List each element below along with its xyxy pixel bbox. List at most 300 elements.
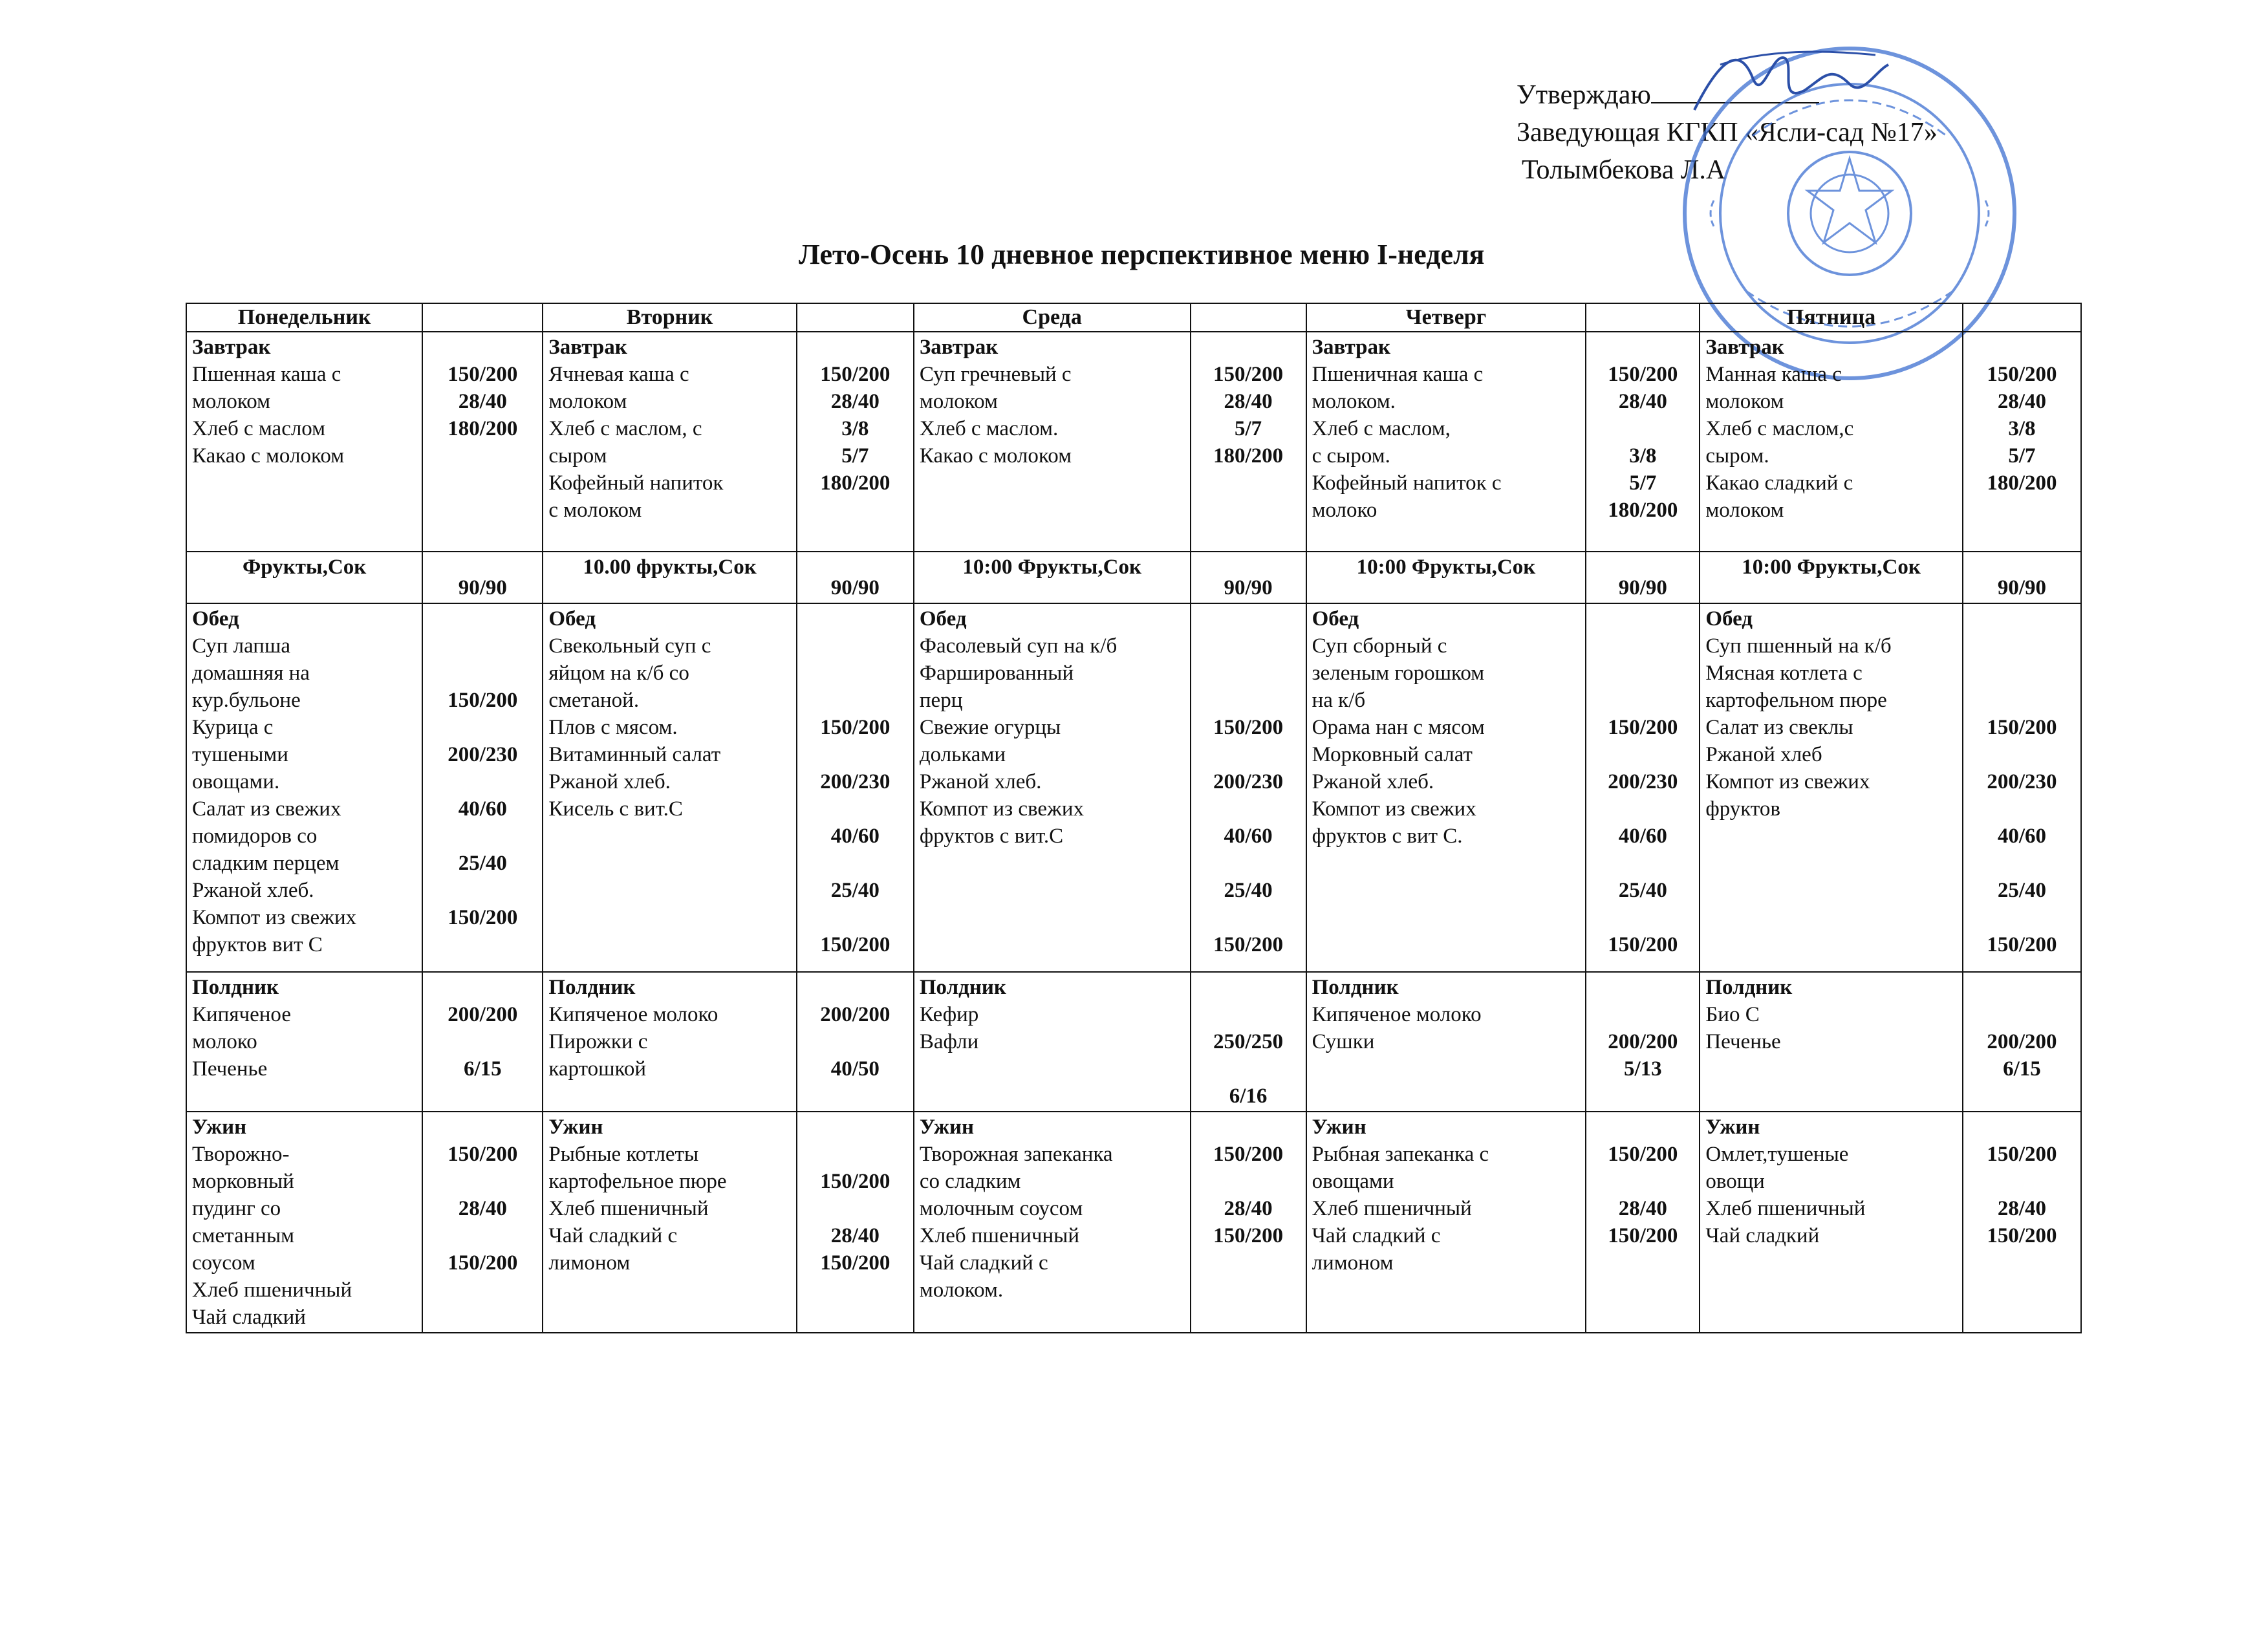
dish-item: картофельном пюре	[1705, 689, 1887, 712]
snack-label: 10:00 Фрукты,Сок	[1700, 552, 1962, 603]
portion-cell	[1191, 332, 1306, 552]
portion-value: 25/40	[458, 852, 507, 875]
dish-item: молоком	[1705, 499, 1784, 522]
portion-value: 200/230	[1608, 770, 1678, 793]
dish-item: Хлеб пшеничный	[1312, 1197, 1472, 1220]
portion-value: 28/40	[1997, 1197, 2046, 1220]
meal-label: Полдник	[919, 976, 1006, 999]
portion-value: 6/15	[463, 1057, 502, 1081]
portion-value: 180/200	[448, 417, 518, 440]
portion-value: 40/60	[1618, 824, 1667, 848]
dish-cell	[1306, 332, 1586, 552]
dish-item: Ячневая каша с	[548, 363, 689, 386]
portion-value: 28/40	[1224, 390, 1273, 413]
dish-item: Хлеб с маслом, с	[548, 417, 702, 440]
portion-value	[1969, 687, 2075, 714]
snack-label: 10:00 Фрукты,Сок	[1306, 552, 1586, 603]
dish-item: Свежие огурцы	[919, 716, 1061, 739]
meal-label: Ужин	[192, 1116, 247, 1139]
portion-value: 150/200	[1987, 716, 2057, 739]
portion-value: 200/230	[448, 743, 518, 766]
dish-item: Хлеб с маслом,с	[1705, 417, 1854, 440]
dish-item: Ржаной хлеб	[1705, 743, 1822, 766]
portion-value: 3/8	[841, 417, 869, 440]
portion-value	[1592, 632, 1694, 660]
dish-item: Омлет,тушеные	[1705, 1143, 1849, 1166]
portion-spacer	[803, 974, 908, 1001]
portion-cell	[1191, 972, 1306, 1112]
portion-value	[1592, 741, 1694, 768]
portion-cell	[1963, 603, 2081, 972]
portion-value	[1592, 795, 1694, 823]
dish-item: Кипяченое молоко	[1312, 1003, 1482, 1026]
portion-value: 28/40	[458, 390, 507, 413]
portion-value	[1592, 904, 1694, 931]
portion-value	[1592, 1001, 1694, 1028]
meal-label: Обед	[548, 607, 596, 630]
meal-label: Ужин	[919, 1116, 974, 1139]
portion-value: 150/200	[820, 933, 891, 956]
dish-item: Какао с молоком	[919, 444, 1072, 468]
portion-spacer	[803, 334, 908, 361]
portion-value	[1969, 632, 2075, 660]
dish-item: Хлеб пшеничный	[548, 1197, 709, 1220]
dish-item: Печенье	[1705, 1030, 1781, 1053]
dish-item: Творожно-	[192, 1143, 290, 1166]
portion-value	[1196, 660, 1301, 687]
dish-item: фруктов вит С	[192, 933, 323, 956]
dish-item: Манная каша с	[1705, 363, 1842, 386]
dish-cell	[1306, 972, 1586, 1112]
approval-line-1: Утверждаю	[1517, 76, 1938, 114]
portion-value: 180/200	[1213, 444, 1284, 468]
dish-cell	[186, 972, 422, 1112]
portion-value: 150/200	[1608, 716, 1678, 739]
dish-item: Рыбные котлеты	[548, 1143, 699, 1166]
portion-value: 150/200	[1213, 363, 1284, 386]
portion-cell	[1963, 1112, 2081, 1333]
day-header: Пятница	[1700, 303, 1962, 332]
portion-value: 180/200	[1987, 471, 2057, 495]
portion-cell	[1586, 332, 1700, 552]
dish-item: Компот из свежих	[919, 797, 1084, 821]
portion-spacer	[803, 605, 908, 632]
portion-value	[428, 1168, 537, 1195]
dish-item: овощи	[1705, 1170, 1765, 1193]
portion-value	[1592, 850, 1694, 877]
dish-item: Хлеб пшеничный	[1705, 1197, 1866, 1220]
dish-item: Ржаной хлеб.	[1312, 770, 1434, 793]
meal-label: Обед	[1705, 607, 1753, 630]
portion-cell	[422, 603, 543, 972]
portion-value: 25/40	[1618, 879, 1667, 902]
portion-value: 3/8	[2008, 417, 2036, 440]
portion-value	[803, 660, 908, 687]
dish-item: перц	[919, 689, 963, 712]
dish-item: Кефир	[919, 1003, 979, 1026]
dish-item: молоком.	[919, 1278, 1004, 1302]
portion-value: 28/40	[458, 1197, 507, 1220]
portion-value	[803, 687, 908, 714]
portion-value: 25/40	[830, 879, 880, 902]
portion-spacer	[1196, 605, 1301, 632]
portion-value: 150/200	[820, 716, 891, 739]
dish-cell	[1306, 603, 1586, 972]
days-header-row	[186, 303, 2081, 332]
dish-item: фруктов с вит.С	[919, 824, 1064, 848]
dish-cell	[543, 1112, 796, 1333]
portion-value: 150/200	[820, 1170, 891, 1193]
portion-value: 5/7	[1234, 417, 1262, 440]
portion-value: 150/200	[448, 1143, 518, 1166]
portion-value: 40/60	[458, 797, 507, 821]
portion-value: 200/200	[448, 1003, 518, 1026]
dish-cell	[543, 332, 796, 552]
dish-item: молоко	[1312, 499, 1377, 522]
portion-value: 5/13	[1623, 1057, 1662, 1081]
portion-value	[428, 714, 537, 741]
portion-spacer	[1196, 334, 1301, 361]
portion-value	[1592, 415, 1694, 442]
portion-value	[1196, 850, 1301, 877]
portion-spacer	[428, 1114, 537, 1141]
snack-portion: 90/90	[422, 552, 543, 603]
dish-item: молоком	[919, 390, 998, 413]
meal-label: Обед	[919, 607, 967, 630]
portion-value: 150/200	[1608, 933, 1678, 956]
portion-spacer	[1969, 605, 2075, 632]
portion-value: 150/200	[820, 1251, 891, 1275]
portion-value	[428, 877, 537, 904]
page-title: Лето-Осень 10 дневное перспективное меню I-неделя	[799, 239, 1485, 270]
signature-scribble	[1681, 39, 1895, 123]
dish-item: лимоном	[1312, 1251, 1394, 1275]
dish-item: картофельное пюре	[548, 1170, 727, 1193]
dish-item: Какао с молоком	[192, 444, 345, 468]
portion-value: 200/200	[1608, 1030, 1678, 1053]
meal-label: Ужин	[1705, 1116, 1760, 1139]
dish-item: с молоком	[548, 499, 642, 522]
meal-label: Завтрак	[548, 336, 627, 359]
meal-label: Ужин	[1312, 1116, 1366, 1139]
portion-value	[428, 660, 537, 687]
dish-item: соусом	[192, 1251, 255, 1275]
dish-item: Пшеничная каша с	[1312, 363, 1484, 386]
portion-value	[803, 1141, 908, 1168]
dish-item: на к/б	[1312, 689, 1366, 712]
dish-item: Кофейный напиток	[548, 471, 724, 495]
portion-value: 150/200	[1987, 1224, 2057, 1247]
meal-label: Полдник	[192, 976, 279, 999]
dish-item: Курица с	[192, 716, 274, 739]
portion-value: 150/200	[1987, 363, 2057, 386]
dish-item: домашняя на	[192, 662, 310, 685]
dish-item: Хлеб пшеничный	[919, 1224, 1080, 1247]
dish-item: Пшенная каша с	[192, 363, 341, 386]
portion-value	[428, 1222, 537, 1249]
meal-label: Ужин	[548, 1116, 603, 1139]
dish-item: тушеными	[192, 743, 288, 766]
portion-value	[1969, 795, 2075, 823]
dish-item: Чай сладкий	[1705, 1224, 1820, 1247]
dinner-row	[186, 1112, 2081, 1333]
dish-item: Хлеб с маслом,	[1312, 417, 1451, 440]
portion-value: 40/60	[1997, 824, 2046, 848]
portion-value: 150/200	[1213, 1224, 1284, 1247]
dish-item: Суп пшенный на к/б	[1705, 634, 1892, 658]
portion-value	[428, 823, 537, 850]
afternoon-snack-row	[186, 972, 2081, 1112]
dish-item: сыром.	[1705, 444, 1769, 468]
portion-value: 200/230	[1213, 770, 1284, 793]
day-header: Понедельник	[186, 303, 422, 332]
lunch-row	[186, 603, 2081, 972]
meal-label: Завтрак	[1705, 336, 1784, 359]
portion-value: 6/15	[2003, 1057, 2041, 1081]
portion-cell	[797, 332, 914, 552]
approval-line-2: Заведующая КГКП «Ясли-сад №17»	[1517, 118, 1938, 147]
portion-value	[1592, 660, 1694, 687]
portion-cell	[1586, 603, 1700, 972]
snack-portion: 90/90	[1963, 552, 2081, 603]
portion-value	[1196, 904, 1301, 931]
dish-item: молоком.	[1312, 390, 1396, 413]
day-header: Вторник	[543, 303, 796, 332]
portion-value: 28/40	[830, 390, 880, 413]
meal-label: Завтрак	[1312, 336, 1391, 359]
portion-value: 150/200	[1213, 716, 1284, 739]
portion-cell	[1191, 1112, 1306, 1333]
portion-value	[428, 768, 537, 795]
portion-cell	[1586, 972, 1700, 1112]
portion-cell	[1191, 603, 1306, 972]
dish-item: морковный	[192, 1170, 294, 1193]
dish-item: Мясная котлета с	[1705, 662, 1863, 685]
portion-value	[803, 741, 908, 768]
dish-item: Суп сборный с	[1312, 634, 1447, 658]
portion-value	[1592, 1168, 1694, 1195]
portion-value: 150/200	[1608, 363, 1678, 386]
dish-item: Пирожки с	[548, 1030, 648, 1053]
dish-item: Сушки	[1312, 1030, 1375, 1053]
dish-item: кур.бульоне	[192, 689, 301, 712]
dish-item: Печенье	[192, 1057, 268, 1081]
snack-portion: 90/90	[1191, 552, 1306, 603]
portion-cell	[1963, 332, 2081, 552]
snack-portion: 90/90	[797, 552, 914, 603]
dish-item: Чай сладкий	[192, 1306, 306, 1329]
meal-label: Полдник	[1705, 976, 1793, 999]
dish-item: Ржаной хлеб.	[919, 770, 1042, 793]
dish-item: Суп лапша	[192, 634, 290, 658]
portion-value: 200/200	[1987, 1030, 2057, 1053]
dish-cell	[1306, 1112, 1586, 1333]
dish-cell	[914, 1112, 1191, 1333]
portion-value: 150/200	[448, 1251, 518, 1275]
approval-line-3: Толымбекова Л.А	[1522, 155, 1726, 185]
portion-value: 5/7	[841, 444, 869, 468]
meal-label: Завтрак	[919, 336, 999, 359]
portion-value	[803, 1195, 908, 1222]
portion-cell	[1963, 972, 2081, 1112]
dish-item: Свекольный суп с	[548, 634, 711, 658]
portion-value: 150/200	[1987, 1143, 2057, 1166]
meal-label: Обед	[192, 607, 239, 630]
dish-item: Кипяченое молоко	[548, 1003, 718, 1026]
portion-spacer	[1196, 1114, 1301, 1141]
dish-item: сметаной.	[548, 689, 640, 712]
portion-value	[1196, 1055, 1301, 1083]
dish-item: Орама нан с мясом	[1312, 716, 1485, 739]
portion-value	[1196, 687, 1301, 714]
dish-cell	[186, 1112, 422, 1333]
dish-item: Компот из свежих	[1312, 797, 1476, 821]
portion-value: 150/200	[448, 363, 518, 386]
meal-label: Полдник	[1312, 976, 1399, 999]
portion-value	[1196, 741, 1301, 768]
meal-label: Полдник	[548, 976, 636, 999]
breakfast-row	[186, 332, 2081, 552]
portion-spacer	[428, 605, 537, 632]
portion-value: 200/230	[1987, 770, 2057, 793]
portion-value: 150/200	[820, 363, 891, 386]
portion-value: 3/8	[1629, 444, 1657, 468]
dish-item: Плов с мясом.	[548, 716, 678, 739]
meal-label: Обед	[1312, 607, 1359, 630]
day-header: Четверг	[1306, 303, 1586, 332]
dish-item: Салат из свежих	[192, 797, 341, 821]
portion-spacer	[1592, 605, 1694, 632]
dish-item: сладким перцем	[192, 852, 340, 875]
dish-item: Творожная запеканка	[919, 1143, 1113, 1166]
dish-item: молоком	[192, 390, 271, 413]
portion-spacer	[428, 334, 537, 361]
dish-item: молоком	[548, 390, 627, 413]
portion-cell	[422, 972, 543, 1112]
dish-item: фруктов	[1705, 797, 1780, 821]
portion-value	[1592, 687, 1694, 714]
dish-item: Хлеб с маслом.	[919, 417, 1059, 440]
dish-item: зеленым горошком	[1312, 662, 1485, 685]
dish-item: картошкой	[548, 1057, 647, 1081]
dish-item: Хлеб с маслом	[192, 417, 326, 440]
portion-spacer	[1592, 334, 1694, 361]
dish-cell	[914, 332, 1191, 552]
portion-value: 150/200	[1608, 1143, 1678, 1166]
dish-item: Вафли	[919, 1030, 979, 1053]
portion-value	[803, 795, 908, 823]
portion-value	[1196, 795, 1301, 823]
portion-value	[1196, 632, 1301, 660]
dish-item: лимоном	[548, 1251, 631, 1275]
portion-value	[1969, 904, 2075, 931]
dish-item: молоко	[192, 1030, 257, 1053]
dish-item: помидоров со	[192, 824, 318, 848]
portion-spacer	[1592, 1114, 1694, 1141]
portion-value: 28/40	[830, 1224, 880, 1247]
portion-value	[1196, 1001, 1301, 1028]
dish-cell	[914, 972, 1191, 1112]
dish-item: Салат из свеклы	[1705, 716, 1853, 739]
portion-value: 150/200	[1608, 1224, 1678, 1247]
dish-cell	[1700, 332, 1962, 552]
portion-value: 28/40	[1997, 390, 2046, 413]
dish-item: овощами.	[192, 770, 280, 793]
dish-cell	[543, 603, 796, 972]
dish-item: Кофейный напиток с	[1312, 471, 1502, 495]
portion-value: 150/200	[1987, 933, 2057, 956]
dish-item: Витаминный салат	[548, 743, 721, 766]
portion-spacer	[1969, 1114, 2075, 1141]
portion-cell	[422, 332, 543, 552]
dish-item: Суп гречневый с	[919, 363, 1072, 386]
dish-item: Чай сладкий с	[548, 1224, 678, 1247]
portion-spacer	[1592, 974, 1694, 1001]
day-header: Среда	[914, 303, 1191, 332]
portion-value: 200/230	[820, 770, 891, 793]
portion-value	[1969, 741, 2075, 768]
dish-item: Рыбная запеканка с	[1312, 1143, 1489, 1166]
dish-item: Фасолевый суп на к/б	[919, 634, 1118, 658]
snack-row	[186, 552, 2081, 603]
dish-item: Фаршированный	[919, 662, 1074, 685]
portion-value: 25/40	[1997, 879, 2046, 902]
portion-spacer	[1196, 974, 1301, 1001]
portion-value	[803, 632, 908, 660]
portion-value: 40/60	[830, 824, 880, 848]
menu-table	[186, 303, 2082, 1333]
dish-item: Чай сладкий с	[919, 1251, 1048, 1275]
portion-cell	[422, 1112, 543, 1333]
portion-value	[803, 850, 908, 877]
portion-value	[428, 632, 537, 660]
dish-item: молоком	[1705, 390, 1784, 413]
portion-value: 180/200	[1608, 499, 1678, 522]
dish-item: овощами	[1312, 1170, 1394, 1193]
dish-item: Компот из свежих	[1705, 770, 1870, 793]
dish-item: пудинг со	[192, 1197, 281, 1220]
dish-item: фруктов с вит С.	[1312, 824, 1463, 848]
portion-cell	[1586, 1112, 1700, 1333]
dish-item: Ржаной хлеб.	[548, 770, 671, 793]
portion-value: 150/200	[448, 689, 518, 712]
dish-item: Ржаной хлеб.	[192, 879, 314, 902]
portion-cell	[797, 1112, 914, 1333]
dish-item: дольками	[919, 743, 1006, 766]
snack-portion: 90/90	[1586, 552, 1700, 603]
portion-value: 28/40	[1618, 390, 1667, 413]
snack-label: Фрукты,Сок	[186, 552, 422, 603]
portion-spacer	[803, 1114, 908, 1141]
dish-cell	[1700, 603, 1962, 972]
dish-item: яйцом на к/б со	[548, 662, 689, 685]
portion-value	[1969, 1001, 2075, 1028]
portion-value	[1969, 1168, 2075, 1195]
dish-item: Био С	[1705, 1003, 1760, 1026]
dish-item: Компот из свежих	[192, 906, 357, 929]
portion-cell	[797, 972, 914, 1112]
dish-cell	[186, 603, 422, 972]
portion-value: 28/40	[1618, 1197, 1667, 1220]
portion-value: 150/200	[1213, 1143, 1284, 1166]
portion-value: 250/250	[1213, 1030, 1284, 1053]
snack-label: 10:00 Фрукты,Сок	[914, 552, 1191, 603]
portion-value: 25/40	[1224, 879, 1273, 902]
portion-cell	[797, 603, 914, 972]
portion-value	[1969, 850, 2075, 877]
portion-value: 5/7	[1629, 471, 1657, 495]
dish-cell	[914, 603, 1191, 972]
